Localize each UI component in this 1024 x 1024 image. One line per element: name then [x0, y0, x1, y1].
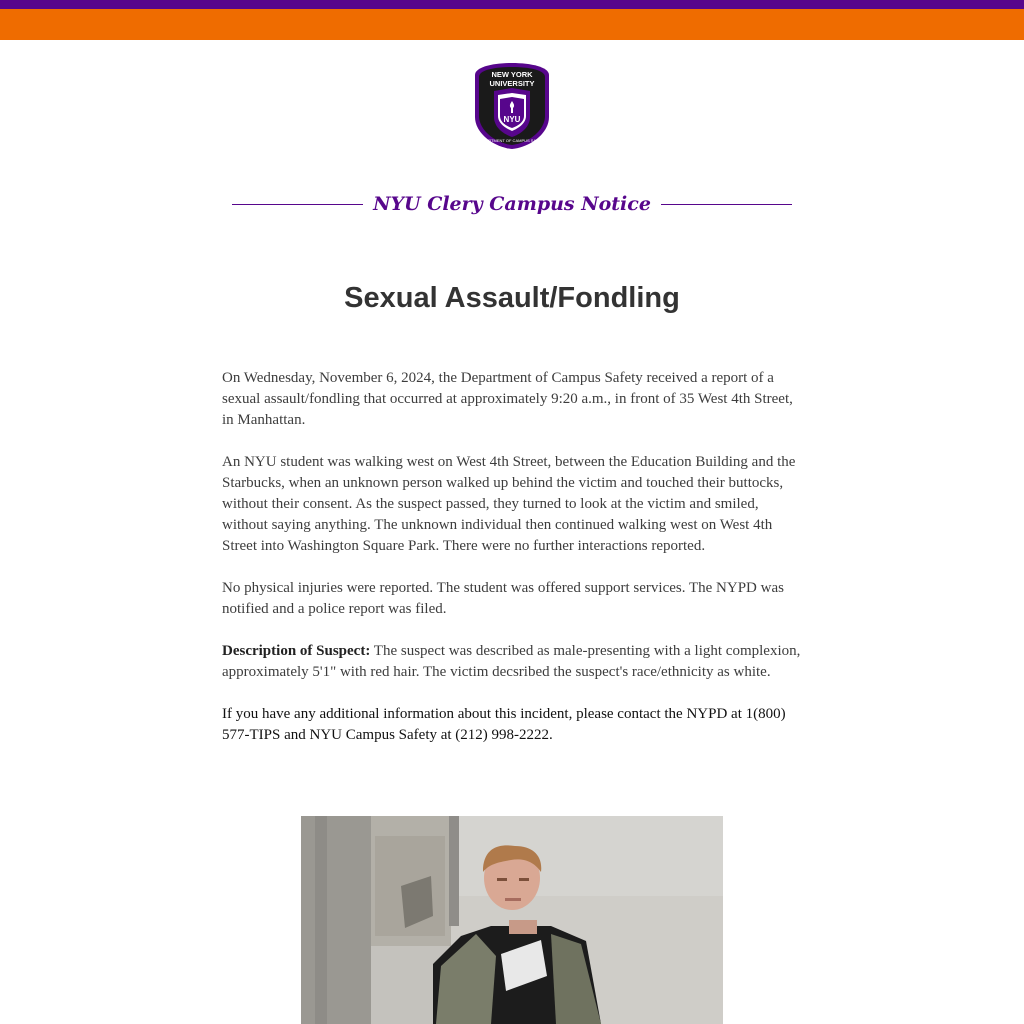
- svg-text:NEW YORK: NEW YORK: [491, 70, 533, 79]
- paragraph-contact: If you have any additional information about this incident, please contact the NYPD at 1(800) 577-TIPS and NYU Campus Safety at (212) 998-2222.: [222, 706, 786, 743]
- notice-body: [222, 368, 804, 767]
- notice-title: NYU Clery Campus Notice: [373, 193, 651, 215]
- top-purple-bar: [0, 0, 1024, 9]
- suspect-surveillance-photo: [301, 816, 723, 1024]
- paragraph-report: On Wednesday, November 6, 2024, the Department of Campus Safety received a report of a sexual assault/fondling that occurred at approximately 9:20 a.m., in front of 35 West 4th Street, in Manhattan.: [222, 370, 793, 428]
- paragraph-incident: An NYU student was walking west on West 4th Street, between the Education Building and the Starbucks, when an unknown person walked up behind the victim and touched their buttocks, without their consent. As the suspect passed, they turned to look at the victim and smiled, without saying anything. The unknown individual then continued walking west on West 4th Street into Washington Square Park. There were no further interactions reported.: [222, 454, 796, 554]
- paragraph-description: [222, 641, 804, 683]
- notice-header: [232, 188, 792, 220]
- description-label: Description of Suspect:: [222, 643, 371, 659]
- nyu-campus-safety-seal-icon: [473, 61, 551, 151]
- notice-right-rule: [661, 204, 792, 205]
- svg-text:DEPARTMENT OF CAMPUS SAFETY: DEPARTMENT OF CAMPUS SAFETY: [477, 138, 547, 143]
- svg-text:UNIVERSITY: UNIVERSITY: [489, 79, 535, 88]
- page-title: Sexual Assault/Fondling: [344, 282, 680, 314]
- badge-center-text: NYU: [503, 115, 521, 124]
- top-orange-bar: [0, 9, 1024, 40]
- notice-left-rule: [232, 204, 363, 205]
- paragraph-injuries: No physical injuries were reported. The student was offered support services. The NYPD was notified and a police report was filed.: [222, 580, 784, 617]
- description-text: The suspect was described as male-presenting with a light complexion, approximately 5'1" with red hair. The victim decsribed the suspect's race/ethnicity as white.: [222, 643, 801, 680]
